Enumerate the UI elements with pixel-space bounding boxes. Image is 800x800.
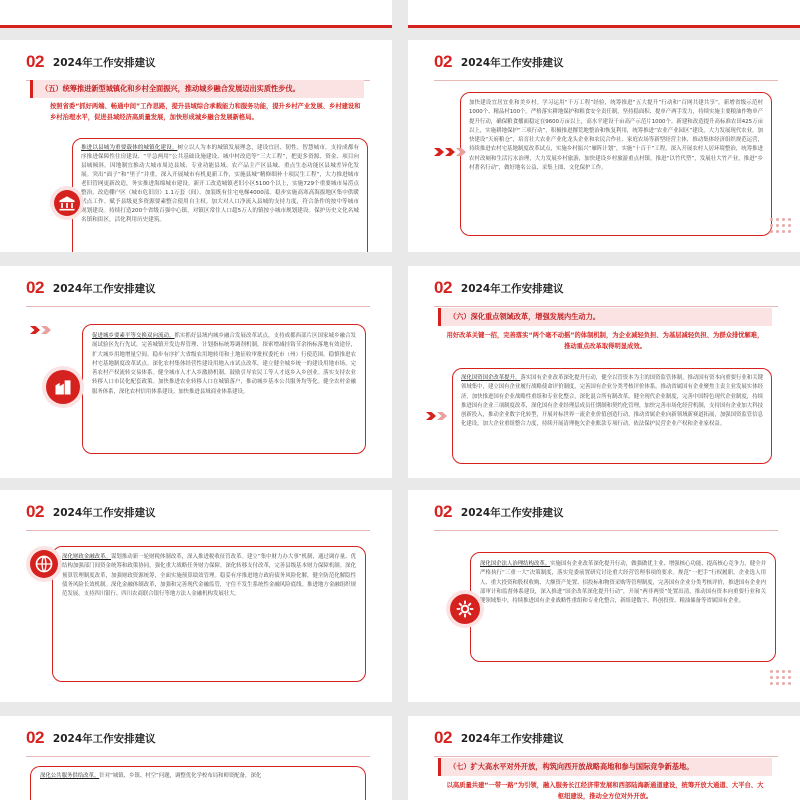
dot-grid-decoration: [770, 670, 791, 685]
icon-badge: [450, 594, 480, 624]
city-icon: [53, 377, 73, 397]
slide-title: 2024年工作安排建议: [460, 56, 564, 69]
slide-title: 2024年工作安排建议: [460, 732, 564, 745]
section-number: 02: [434, 278, 452, 297]
slide-bottom-rule: [408, 25, 800, 28]
chevron-decoration: [434, 148, 466, 156]
chevron-icon: [30, 326, 40, 334]
header-rule: [434, 756, 778, 757]
content-box: [30, 766, 366, 800]
chevron-icon: [41, 326, 51, 334]
icon-badge: [46, 370, 80, 404]
slide-header: [26, 278, 156, 298]
slide-bottom-rule: [0, 25, 392, 28]
content-box: [52, 546, 366, 682]
chevron-decoration: [30, 326, 51, 334]
header-rule: [434, 80, 778, 81]
slide-top-left-partial: [0, 0, 392, 28]
slide-governance: [408, 490, 800, 702]
slide-title: 2024年工作安排建议: [52, 506, 156, 519]
slide-reform: [408, 266, 800, 478]
bank-icon: [57, 193, 77, 213]
slide-title: 2024年工作安排建议: [52, 56, 156, 69]
globe-icon: [34, 554, 54, 574]
section-number: 02: [26, 502, 44, 521]
content-text: 针对“城镇、乡镇、村空”问题，调整优化学校布局和师资配备，深化: [99, 773, 262, 779]
content-text: 实施国有企业改革深化提升行动，做强做优主业、增强核心功能、提高核心竞争力，健全并严格执行“三重一大”决策制度，落实党委前置研究讨论重大经营管理事项的要求。规范“一把手”行权履职，企业选人用人、重大投资和股权收购、大额资产处置、招投标和物资采购等管理制度，完善国有企业分类考核评价，推进国有企业内部审计和监督体系建设，深入推进“国企改革深化提升行动”，开展“两非两资”处置出清，推动国有资本向重要行业和关键领域集中，持续推进国有企业战略性重组和专业化整合，新组建数字、科创投资、粮油储备等省属国有企业。: [480, 561, 766, 605]
lead-sentence: 深化财政金融改革。: [62, 554, 111, 560]
section-number: 02: [434, 728, 452, 747]
lead-sentence: 深化公共服务供给改革。: [40, 773, 100, 779]
slide-header: [434, 728, 564, 748]
content-text: 抓实抓好县域内城乡融合发展改革试点，支持成都西部片区国家城乡融合发展试验区先行先试。完善城镇开发边界管理、计划指标统筹调剂机制，探索增减挂钩节余指标落地有效途径，扩大城乡用地增量空间。稳步有序扩大省级农用地转用和土地征收审批权委托市（州）行使范围。稳慎推进农村宅基地制度改革试点。深化农村集体经营性建设用地入市试点改革，建立健全城乡统一的建设用地市场，完善农村产权流转交易体系。健全城市人才入乡激励机制，鼓励引导农民工等人才返乡入乡创业。落实支持农业转移人口市民化配套政策。加快推进农业转移人口在城镇落户，推动城乡基本公共服务均等化。健全农村金融服务体系，深化农村信用体系建设。加快推进县域商业体系建设。: [92, 333, 356, 395]
slide-header: [26, 728, 156, 748]
section-banner: （五）统筹推进新型城镇化和乡村全面振兴，推动城乡融合发展迈出实质性步伐。: [30, 80, 364, 98]
header-rule: [26, 756, 370, 757]
lead-sentence: 深化国资国企改革提升。: [461, 375, 521, 381]
section-banner: （六）深化重点领域改革，增强发展内生动力。: [438, 308, 772, 326]
gear-icon: [455, 599, 475, 619]
icon-badge: [54, 190, 80, 216]
content-box: [470, 552, 776, 662]
slide-rural: [408, 40, 800, 252]
section-number: 02: [26, 52, 44, 71]
section-number: 02: [434, 502, 452, 521]
header-rule: [26, 530, 370, 531]
slide-finance: [0, 490, 392, 702]
slide-title: 2024年工作安排建议: [460, 506, 564, 519]
chevron-icon: [426, 412, 436, 420]
slide-header: [434, 278, 564, 298]
slide-header: [434, 52, 564, 72]
section-number: 02: [434, 52, 452, 71]
chevron-icon: [437, 412, 447, 420]
chevron-icon: [434, 148, 444, 156]
slide-title: 2024年工作安排建议: [460, 282, 564, 295]
slide-top-right-partial: [408, 0, 800, 28]
section-number: 02: [26, 728, 44, 747]
content-text: 落实国有企业改革深化提升行动，健全以管资本为主的国资监管体制，推动国有资本向重要行业和关键领域集中，建立国有企业履行战略使命评价制度，完善国有企业分类考核评价体系，推动省属国有企业聚焦主责主业发展实体经济，加快推进国有企业战略性重组和专业化整合，深化混合所有制改革，健全现代企业制度，完善中国特色现代企业制度，持续推进国有企业三项制度改革，深化国有企业经理层成员任期制和契约化管理，加快完善市场化经营机制，支持国有企业加大科技创新投入，推动企业数字化转型，开展对标世界一流企业价值创造行动，推动省属企业向新领域新赛道拓展，加强国资监管信息化建设，加大企业重组整合力度，持续开展清理拖欠企业账款专项行动，依法保护民营企业产权和企业家权益。: [461, 375, 763, 428]
header-rule: [434, 530, 778, 531]
header-rule: [26, 306, 370, 307]
slide-header: [434, 502, 564, 522]
slide-public-services: [0, 716, 392, 800]
content-text: 谋划推动新一轮财税体制改革，深入推进税收征管改革。建立“集中财力办大事”机制，通过调存量、优结构加强部门间资金统筹和政策协同，强化重大战略任务财力保障。深化转移支付改革，完善县级基本财力保障机制。深化预算管理制度改革，加强财政资源统筹，全面实施预算绩效管理。稳妥有序推进地方政府债务风险化解，健全防范化解隐性债务风险长效机制。深化金融体制改革，加强和完善现代金融监管，守住不发生系统性金融风险底线。推进地方金融组织规范发展，支持四川银行、四川农商联合银行等地方法人金融机构发展壮大。: [62, 554, 356, 598]
slide-title: 2024年工作安排建议: [52, 732, 156, 745]
content-text: 树立以人为本的城镇发展理念，建设宜居、韧性、智慧城市，支持成都有序推进保障性住房建设、“平急两用”公共基础设施建设、城中村改造等“三大工程”，把更多资源、资金、项目向县城倾斜。因地制宜推动大城市周边县域、专业功能县域、农产品主产区县城、重点生态功能区县城差异化发展。突出“面子”和“里子”并重，深入开展城市有机更新工作，实施县城“精修细补十项民生工程”，大力推进城市老旧管网更新改造，务实推进海绵城市建设。新开工改造城镇老旧小区5100个以上，实施729个重要城市易涝点整治，改造棚户区（城市危旧房）1.1万套（间），加装既有住宅电梯4000部。稳步实施高寒高海拔地区集中供暖试点工作。赋予县级更多资源要素整合使用自主权。加大对人口净流入县城的支持力度，符合条件的按中等城市规划建设。持续打造200个省级百强中心镇，对镇区常住人口超5万人的镇按小城市规划建设。保护历史文化名城名镇和街区，活化利用历史建筑。: [81, 145, 359, 223]
lead-sentence: 推进以县城为重要载体的城镇化建设。: [81, 145, 178, 151]
section-intro: 用好改革关键一招，完善落实“两个毫不动摇”的体制机制，为企业减轻负担、为基层减轻负担、为群众排忧解难，推动重点改革取得明显成效。: [446, 332, 764, 350]
section-banner: （七）扩大高水平对外开放，构筑向西开放战略高地和参与国际竞争新基地。: [438, 758, 772, 776]
content-box: [452, 368, 772, 464]
slide-urbanization: [0, 40, 392, 252]
section-number: 02: [26, 278, 44, 297]
lead-sentence: 深化国企法人治理结构改革。: [480, 561, 551, 567]
slide-opening-up: [408, 716, 800, 800]
slide-title: 2024年工作安排建议: [52, 282, 156, 295]
slide-header: [26, 52, 156, 72]
section-intro: 以高质量共建“一带一路”为引领，融入服务长江经济带发展和西部陆海新通道建设，统筹开放大通道、大平台、大枢纽建设，推动全方位对外开放。: [446, 782, 764, 800]
content-box: [82, 324, 366, 454]
chevron-icon: [456, 148, 466, 156]
chevron-decoration: [426, 412, 447, 420]
icon-badge: [30, 550, 58, 578]
slide-factor-flow: [0, 266, 392, 478]
content-box: [72, 138, 368, 252]
dot-grid-decoration: [770, 218, 791, 233]
header-rule: [434, 306, 778, 307]
content-box: [460, 92, 772, 236]
section-intro: 按照省委“抓好两端、畅通中间”工作思路，提升县域综合承载能力和服务功能，提升乡村产业发展、乡村建设和乡村治理水平，促进县域经济高质量发展，加快形成城乡融合发展新格局。: [50, 103, 361, 121]
slide-header: [26, 502, 156, 522]
chevron-icon: [445, 148, 455, 156]
lead-sentence: 促进城乡要素平等交换双向流动。: [92, 333, 175, 339]
content-text: 加快建设宜居宜业和美乡村。学习运用“千万工程”经验，统筹推进“五大提升”行动和“百网共建共享”，新增省级示范村1000个、精品村100个。严格落实耕地保护和粮食安全责任制，坚持稳面积、提单产两手发力，持续实施主要粮油作物单产提升行动，确保粮食播面稳定在9600万亩以上，高水平建设千亩高产示范片1000个。新建和改造提升高标准农田425万亩以上，实施耕地保护“三项行动”，积极推进撂荒地整治和恢复利用，统筹推进“农业产业园区”建设，大力发展现代农业，加快建设“天府粮仓”，培育壮大农业产业化龙头企业和农民合作社、家庭农场等新型经营主体，推动集体经济组织规范运营，持续推进农村宅基地制度改革试点，实施乡村振兴“雁阵计划”，实施“十百千”工程，深入开展农村人居环境整治，统筹推进农村改厕和生活污水治理，大力发展乡村旅游，加快建设乡村旅游重点村镇，推进“以竹代塑”，发展壮大竹产业，推进“乡村著名行动”，做好地名公益、采集上图、文化保护工作。: [469, 100, 763, 172]
